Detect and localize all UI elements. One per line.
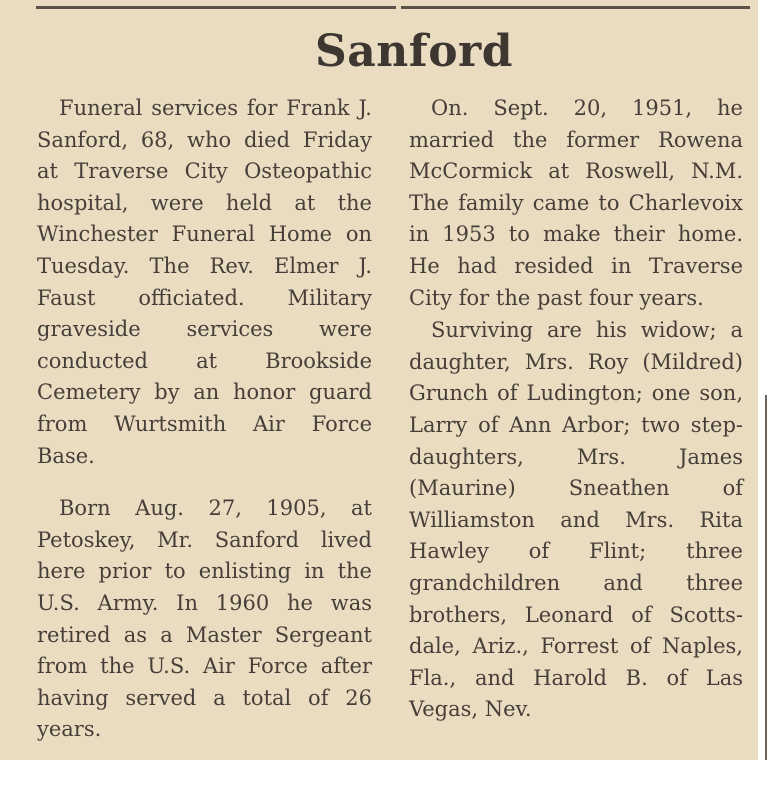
marriage-paragraph: On. Sept. 20, 1951, he married the former Rowena McCormick at Roswell, N.M. The family came to Charlevoix in 1953 to make their home. He had resided in Traverse City for the past four years. xyxy=(409,96,743,310)
funeral-paragraph: Funeral services for Frank J. Sanford, 68, who died Friday at Traverse City Osteopathic hospital, were held at the Winchester Funeral Home on Tuesday. The Rev. Elmer J. Faust officiated. Military graveside services were conducted at Brookside Cemetery by an honor guard from Wurtsmith Air Force Base. xyxy=(37,96,372,468)
survivors-paragraph: Surviving are his widow; a daughter, Mrs. Roy (Mildred) Grunch of Ludington; one son, Larry of Ann Arbor; two step-daughters, Mrs. James (Maurine) Sneathen of Williamston and Mrs. Rita Hawley of Flint; three grandchildren and three brothers, Leonard of Scotts-dale, Ariz., Forrest of Naples, Fla., and Harold B. of Las Vegas, Nev. xyxy=(409,318,743,722)
biography-paragraph: Born Aug. 27, 1905, at Petoskey, Mr. Sanford lived here prior to enlisting in the U.S. Army. In 1960 he was retired as a Master Sergeant from the U.S. Air Force after having served a total of 26 years. xyxy=(37,496,372,742)
scan-edge xyxy=(765,395,767,760)
left-column xyxy=(37,93,372,746)
top-rule xyxy=(36,6,750,9)
right-column xyxy=(409,93,743,726)
obituary-headline: Sanford xyxy=(315,26,513,77)
column-rule-gap xyxy=(396,3,401,11)
